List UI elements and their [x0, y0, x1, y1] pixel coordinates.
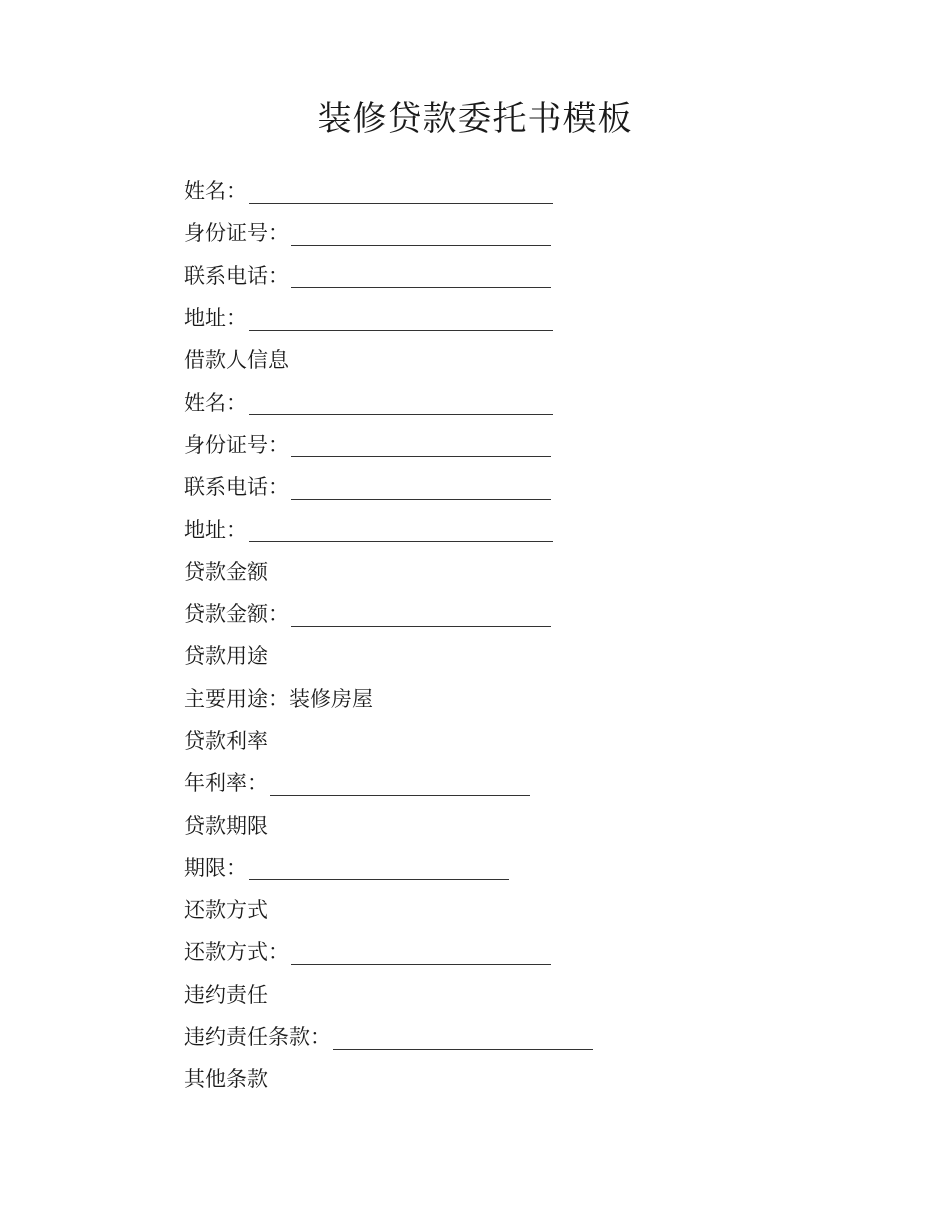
borrower-phone-field-label: 联系电话： — [184, 475, 289, 500]
repayment-field[interactable] — [184, 931, 784, 973]
borrower-info-heading — [184, 339, 784, 381]
borrower-id-field[interactable] — [184, 424, 784, 466]
principal-id-field-underline[interactable] — [291, 221, 551, 246]
repayment-heading-label: 还款方式 — [184, 898, 268, 923]
annual-rate-field-label: 年利率： — [184, 771, 268, 796]
loan-rate-heading-label: 贷款利率 — [184, 729, 268, 753]
principal-address-field[interactable] — [184, 297, 784, 339]
loan-purpose-line — [184, 678, 784, 720]
other-terms-heading — [184, 1058, 784, 1100]
repayment-heading — [184, 889, 784, 931]
borrower-name-field-label: 姓名： — [184, 390, 247, 415]
principal-name-field[interactable] — [184, 170, 784, 212]
borrower-info-heading-label: 借款人信息 — [184, 348, 289, 373]
borrower-address-field-underline[interactable] — [249, 517, 553, 542]
principal-name-field-label: 姓名： — [184, 179, 247, 204]
loan-amount-field-label: 贷款金额： — [184, 602, 289, 627]
loan-rate-heading — [184, 720, 784, 762]
borrower-id-field-label: 身份证号： — [184, 432, 289, 457]
principal-name-field-underline[interactable] — [249, 179, 553, 204]
annual-rate-field-underline[interactable] — [270, 771, 530, 796]
loan-term-heading — [184, 804, 784, 846]
default-clause-field-label: 违约责任条款： — [184, 1025, 331, 1050]
borrower-name-field-underline[interactable] — [249, 390, 553, 415]
loan-amount-field[interactable] — [184, 593, 784, 635]
repayment-field-underline[interactable] — [291, 940, 551, 965]
loan-amount-field-underline[interactable] — [291, 602, 551, 627]
repayment-field-label: 还款方式： — [184, 940, 289, 965]
principal-id-field-label: 身份证号： — [184, 221, 289, 246]
borrower-address-field[interactable] — [184, 508, 784, 550]
borrower-id-field-underline[interactable] — [291, 432, 551, 457]
borrower-address-field-label: 地址： — [184, 517, 247, 542]
loan-purpose-line-label: 主要用途：装修房屋 — [184, 686, 373, 711]
loan-purpose-heading — [184, 635, 784, 677]
term-field[interactable] — [184, 847, 784, 889]
principal-phone-field[interactable] — [184, 255, 784, 297]
default-clause-field[interactable] — [184, 1016, 784, 1058]
principal-phone-field-label: 联系电话： — [184, 263, 289, 288]
term-field-underline[interactable] — [249, 855, 509, 880]
default-heading — [184, 974, 784, 1016]
default-heading-label: 违约责任 — [184, 982, 268, 1007]
borrower-phone-field-underline[interactable] — [291, 475, 551, 500]
loan-purpose-heading-label: 贷款用途 — [184, 644, 268, 669]
principal-id-field[interactable] — [184, 212, 784, 254]
form-lines — [184, 170, 784, 1101]
loan-amount-heading — [184, 551, 784, 593]
other-terms-heading-label: 其他条款 — [184, 1067, 268, 1092]
loan-term-heading-label: 贷款期限 — [184, 813, 268, 838]
document-title: 装修贷款委托书模板 — [317, 99, 633, 139]
principal-address-field-label: 地址： — [184, 306, 247, 331]
default-clause-field-underline[interactable] — [333, 1025, 593, 1050]
term-field-label: 期限： — [184, 855, 247, 880]
principal-phone-field-underline[interactable] — [291, 263, 551, 288]
principal-address-field-underline[interactable] — [249, 306, 553, 331]
borrower-phone-field[interactable] — [184, 466, 784, 508]
loan-amount-heading-label: 贷款金额 — [184, 559, 268, 584]
annual-rate-field[interactable] — [184, 762, 784, 804]
borrower-name-field[interactable] — [184, 381, 784, 423]
